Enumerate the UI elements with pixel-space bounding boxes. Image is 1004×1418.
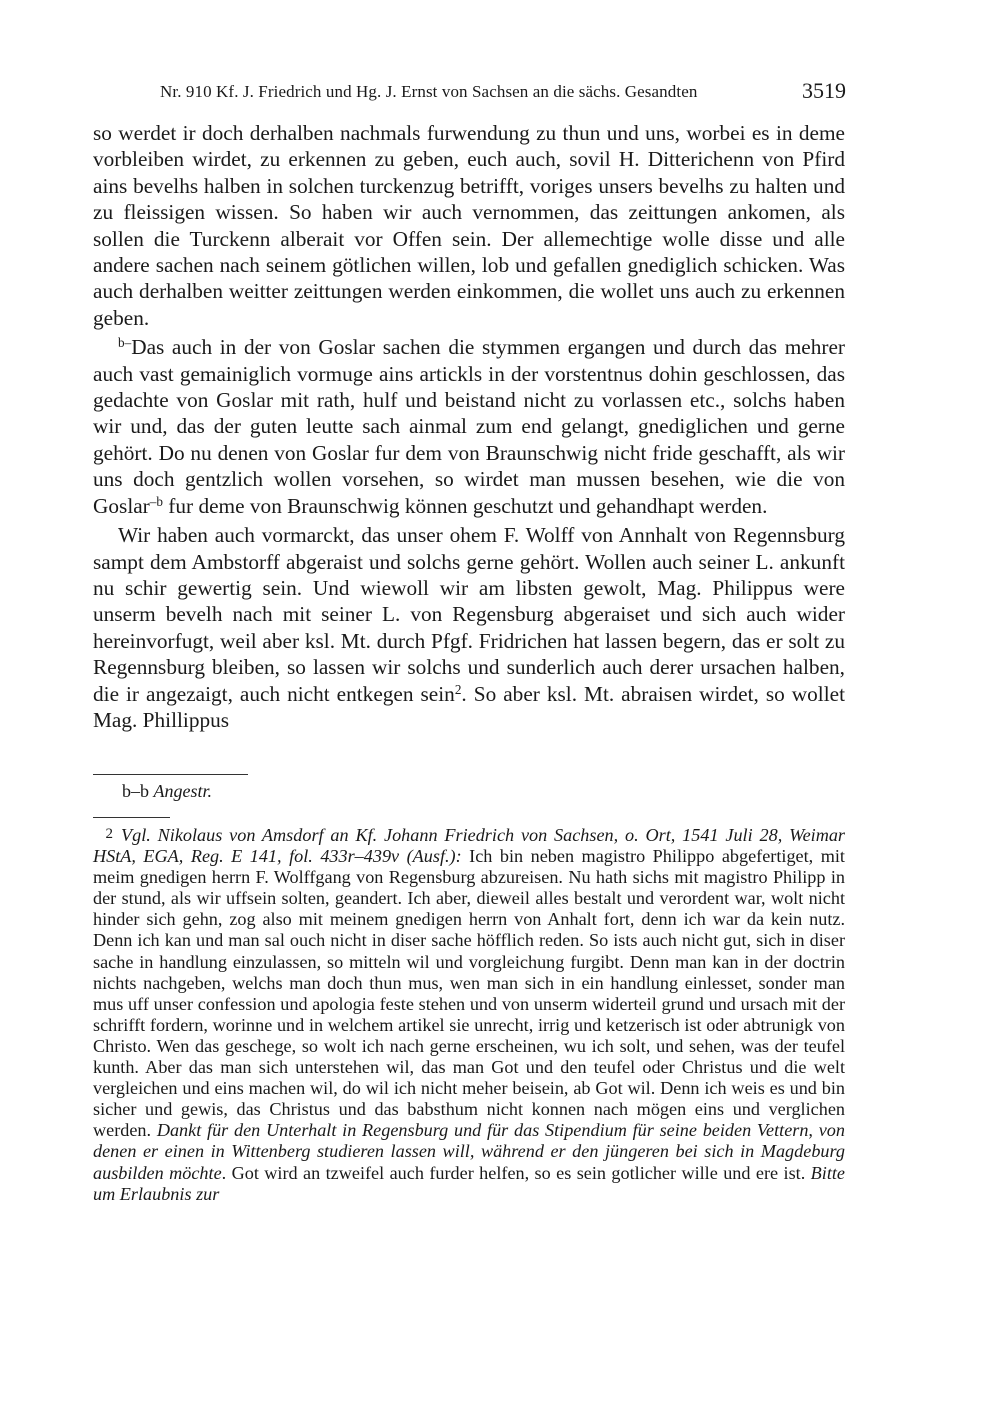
paragraph-3-text-end: . So aber ksl. Mt. abraisen wirdet, so wollet Mag. Phillippus <box>93 681 845 732</box>
page-number: 3519 <box>802 78 846 103</box>
footnote-2 <box>93 824 845 1205</box>
running-header <box>160 78 846 108</box>
footnote-trailing: Bitte um Erlaubnis zur <box>93 1162 845 1204</box>
footnote-number: 2 <box>105 826 113 842</box>
apparatus-mark-end: –b <box>149 493 163 509</box>
paragraph-1: so werdet ir doch derhalben nachmals furwendung zu thun und uns, worbei es in deme vorbleiben wirdet, zu erkennen zu geben, euch auch, sovil H. Ditterichenn von Pfird ains bevelhs halben in solchen turckenzug betrifft, voriges unsers bevelhs zu halten und zu fleissigen wissen. So haben wir auch vernommen, das zeittungen ankomen, als sollen die Turckenn alberait vor Offen sein. Der allemechtige wolle disse und alle andere sachen nach seinem götlichen willen, lob und gefallen gnediglich schicken. Was auch derhalben weitter zeittungen werden einkommen, die wollet uns auch zu erkennen geben. <box>93 121 845 330</box>
main-text <box>93 120 845 733</box>
apparatus-note <box>122 781 212 802</box>
footnote-divider <box>93 817 170 818</box>
paragraph-2-text-a: Das auch in der von Goslar sachen die stymmen ergangen und durch das mehrer auch vast gemainiglich vormuge ains artickls in der vorstentnus dohin geschlossen, das gedachte von Goslar mit rath, hulf und beistand nicht zu vorlassen etc., solchs haben wir und, das der guten leutte sach ainmal zum end gelangt, gnediglichen und gerne gehört. Do nu denen von Goslar fur dem von Braunschwig nicht fride geschafft, als wir uns doch gentzlich wollen vorsehen, so wirdet man mussen besehen, wie die von Goslar <box>93 335 845 518</box>
footnote-summary: Dankt für den Unterhalt in Regensburg und für das Stipendium für seine beiden Vettern, von denen er einen in Wittenberg studieren lassen will, während er den jüngeren bei sich in Magdeburg ausbilden möchte <box>93 1120 845 1183</box>
apparatus-note-mark: b–b <box>122 781 149 801</box>
apparatus-mark-start: b– <box>118 335 132 350</box>
paragraph-3-text: Wir haben auch vormarckt, das unser ohem F. Wolff von Annhalt von Regennsburg sampt dem Ambstorff abgeraist und solchs gerne gehört. Wollen auch seiner L. ankunft nu schir gewertig sein. Und wiewoll wir am libsten gewolt, Mag. Philippus were unserm bevelh nach mit seiner L. von Regensburg abgeraiset und sich auch wider hereinvorfugt, weil aber ksl. Mt. durch Pfgf. Fridrichen hat lassen begern, das er solt zu Regennsburg bleiben, so lassen wir solchs und sunderlich auch derer ursachen halben, die ir angezaigt, auch nicht entkegen sein <box>93 523 845 706</box>
apparatus-divider <box>93 774 248 775</box>
footnote-source: Vgl. Nikolaus von Amsdorf an Kf. Johann Friedrich von Sachsen, o. Ort, 1541 Juli 28, Weimar HStA, EGA, Reg. E 141, fol. 433r–439v (Ausf.): <box>93 825 845 867</box>
paragraph-2 <box>93 334 845 519</box>
footnote-reference: 2 <box>454 681 462 697</box>
footnote-quote: Ich bin neben magistro Philippo abgefertiget, mit meim gnedigen herrn F. Wolffgang von Regensburg abzureisen. Nu hath sichs mit magistro Philipp in der stund, als wir uffsein solten, geandert. Ich aber, dieweil alles bestalt und verordent war, wolt nicht hinder sich gehn, zog also mit meinem gnedigen herrn von Anhalt fort, denn ich war da kein nutz. Denn ich kan und man sal ouch nicht in diser sache höfflich reden. So ists auch nicht gut, sich in diser sache in handlung einzulassen, so mitteln wil und vorgleichung furgibt. Denn man kan in der doctrin nichts nachgeben, welchs man doch thun mus, wen man sich in ein handlung einlesset, sonder man mus uff unser confession und apologia feste stehen und von unserm widerteil grund und ursach mit der schrifft fordern, worinne und in welchem artikel sie unrecht, irrig und ketzerisch ist oder abtrunigk von Christo. Wen das geschege, so wolt ich nach gerne erscheinen, wu ich solt, und sehen, was der teufel kunth. Aber das man sich unterstehen wil, das man Got und den teufel oder Christus und die welt vergleichen und eins machen wil, do wil ich nicht meher beisein, ab Got wil. Denn ich weis es und bin sicher und gewis, das Christus und das babsthum nicht konnen nach mögen eins und verglichen werden. <box>93 846 845 1141</box>
paragraph-3 <box>93 522 845 733</box>
apparatus-note-text: Angestr. <box>153 781 212 801</box>
paragraph-2-text-b: fur deme von Braunschwig können geschutzt und gehandhapt werden. <box>162 493 768 518</box>
running-title: Nr. 910 Kf. J. Friedrich und Hg. J. Ernst von Sachsen an die sächs. Gesandten <box>160 82 698 101</box>
footnote-quote-2: . Got wird an tzweifel auch furder helfen, so es sein gotlicher wille und ere ist. <box>221 1162 806 1183</box>
